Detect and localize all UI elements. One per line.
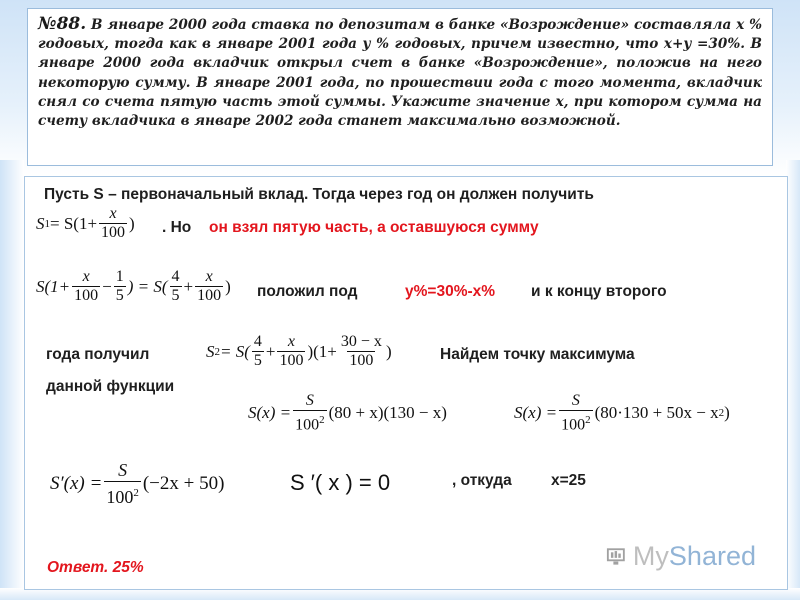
s2-end: ) xyxy=(385,341,392,361)
s2-plus: + xyxy=(265,341,276,361)
solution-line-3-b: и к концу второго xyxy=(531,283,667,300)
solution-line-3-a: положил под xyxy=(257,283,358,300)
s2-d3: 100 xyxy=(349,352,374,369)
sx2-close: ) xyxy=(724,403,730,423)
sx2-lhs: S(x) = xyxy=(514,403,558,423)
formula-derivative xyxy=(50,459,224,508)
s2-frac-3 xyxy=(339,333,384,370)
s1-end: ) xyxy=(129,213,135,233)
sx2-endpow: 2 xyxy=(718,407,725,420)
problem-statement xyxy=(27,8,773,166)
s2-mid: )(1+ xyxy=(307,341,337,361)
rem-n3: 4 xyxy=(171,268,180,285)
problem-number: №88. xyxy=(38,14,87,34)
s1-eq: = S(1+ xyxy=(50,213,98,233)
deriv-pow: 2 xyxy=(133,487,139,499)
rem-frac-4 xyxy=(195,268,223,305)
watermark-text-a: My xyxy=(632,540,669,571)
solution-line-4-a: года получил xyxy=(46,346,150,363)
result-value: х=25 xyxy=(551,472,586,489)
sx1-num: S xyxy=(305,392,314,409)
deriv-lhs: S′(x) = xyxy=(50,472,103,494)
deriv-den-wrap xyxy=(104,481,141,508)
s2-frac-2 xyxy=(277,333,305,370)
s1-fraction xyxy=(99,205,127,242)
s2-eq: = S( xyxy=(220,341,250,361)
sx2-pow: 2 xyxy=(585,414,591,426)
zero-text: S ′( x ) = 0 xyxy=(290,470,391,495)
rem-n1: x xyxy=(82,268,90,285)
solution-line-4-b: Найдем точку максимума xyxy=(440,346,635,363)
rem-d2: 5 xyxy=(115,287,124,304)
deriv-end: (−2x + 50) xyxy=(142,472,225,494)
rem-minus: − xyxy=(102,276,112,296)
sx1-pow: 2 xyxy=(319,414,325,426)
rem-a: S(1+ xyxy=(36,276,71,296)
sx1-den-wrap xyxy=(293,410,327,434)
s1-sub: 1 xyxy=(44,217,50,230)
rem-n2: 1 xyxy=(115,268,124,285)
sx2-den-wrap xyxy=(559,410,593,434)
rem-mid: ) = S( xyxy=(127,276,168,296)
frame-left-decoration xyxy=(0,160,24,600)
watermark xyxy=(606,536,756,576)
result-prefix: , откуда xyxy=(452,472,512,489)
solution-line-5: данной функции xyxy=(46,378,175,395)
s2-d2: 100 xyxy=(279,352,304,369)
solution-line-3-red: у%=30%-х% xyxy=(405,283,496,300)
watermark-text-b: Shared xyxy=(668,540,756,571)
deriv-num: S xyxy=(118,460,128,480)
sx1-lhs: S(x) = xyxy=(248,403,292,423)
s2-d1: 5 xyxy=(253,352,262,369)
solution-line-1: Пусть S – первоначальный вклад. Тогда через год он должен получить xyxy=(44,186,594,203)
s2-n3: 30 − x xyxy=(340,333,382,350)
s1-lhs: S xyxy=(36,213,45,233)
sx2-num: S xyxy=(571,392,580,409)
rem-d4: 100 xyxy=(197,287,222,304)
deriv-fraction xyxy=(104,459,141,508)
watermark-text xyxy=(633,541,756,572)
formula-s1 xyxy=(36,205,135,242)
s2-sub: 2 xyxy=(214,345,220,358)
sx1-end: (80 + x)(130 − x) xyxy=(328,403,447,423)
deriv-den: 100 xyxy=(106,487,134,507)
formula-s2 xyxy=(206,333,392,370)
sx2-end: (80·130 + 50x − x xyxy=(594,403,719,423)
rem-plus: + xyxy=(183,276,194,296)
rem-frac-2 xyxy=(114,268,126,305)
rem-d1: 100 xyxy=(74,287,99,304)
rem-end: ) xyxy=(225,276,231,296)
s2-n1: 4 xyxy=(253,333,262,350)
rem-n4: x xyxy=(205,268,213,285)
s1-num: x xyxy=(109,205,117,222)
watermark-logo-icon xyxy=(606,539,627,573)
solution-line-2-red: он взял пятую часть, а оставшуюся сумму xyxy=(209,219,539,236)
s1-den: 100 xyxy=(101,224,126,241)
formula-sx-2 xyxy=(514,392,730,434)
sx1-den: 100 xyxy=(295,416,320,434)
s2-frac-1 xyxy=(252,333,264,370)
formula-remaining xyxy=(36,268,231,305)
answer: Ответ. 25% xyxy=(47,559,144,576)
rem-frac-1 xyxy=(72,268,100,305)
solution-line-2-black: . Но xyxy=(162,219,192,236)
s2-n2: x xyxy=(287,333,296,350)
frame-right-decoration xyxy=(786,160,800,600)
rem-d3: 5 xyxy=(171,287,180,304)
s2-lhs: S xyxy=(206,341,215,361)
formula-derivative-zero xyxy=(290,470,390,496)
rem-frac-3 xyxy=(170,268,182,305)
sx1-fraction xyxy=(293,392,327,434)
sx2-fraction xyxy=(559,392,593,434)
sx2-den: 100 xyxy=(561,416,586,434)
problem-text: В январе 2000 года ставка по депозитам в банке «Возрождение» составляла х % годовых, тогда как в январе 2001 года у % годовых, причем известно, что х+у =30%. В январе 2000 года вкладчик открыл счет в банке «Возрождение», положив на него некоторую сумму. В январе 2001 года, по прошествии года с того момента, вкладчик снял со счета пятую часть этой суммы. Укажите значение х, при котором сумма на счету вкладчика в январе 2002 года станет максимально возможной. xyxy=(38,17,762,130)
formula-sx-1 xyxy=(248,392,447,434)
